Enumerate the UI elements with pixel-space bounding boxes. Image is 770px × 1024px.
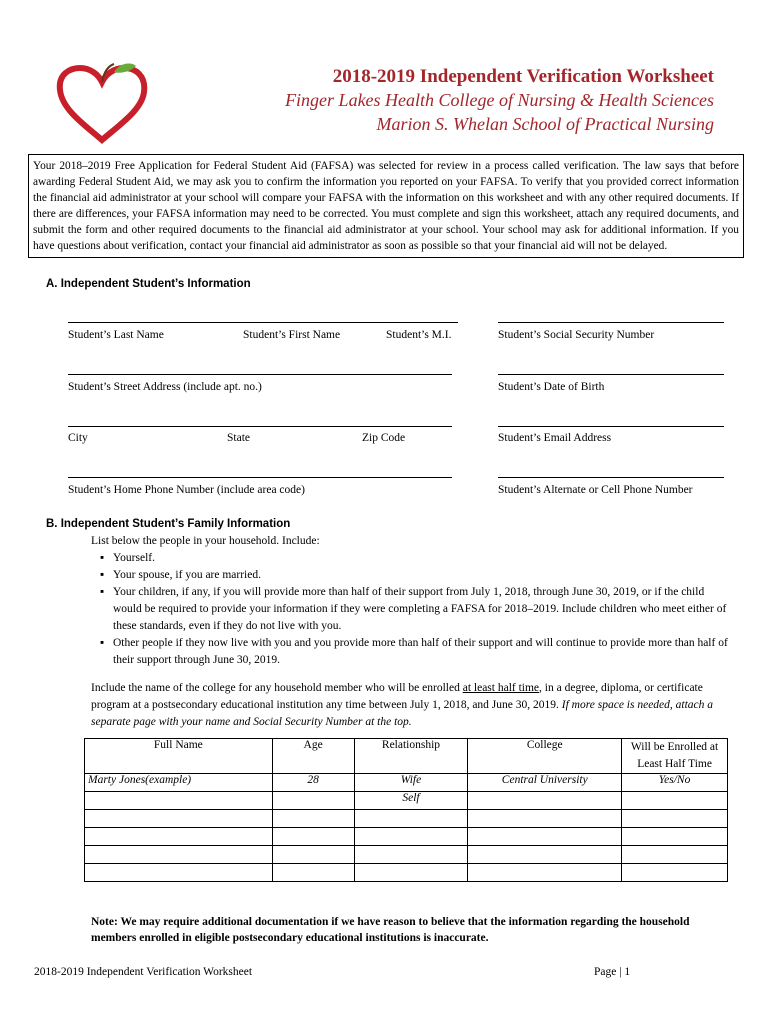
- table-row-example: [85, 774, 728, 792]
- age-cell[interactable]: [272, 828, 354, 846]
- age-cell[interactable]: [272, 864, 354, 882]
- footer-title: 2018-2019 Independent Verification Worksheet: [34, 966, 253, 978]
- header-enrolled-half-time: Will be Enrolled at Least Half Time: [622, 739, 728, 774]
- email-label: Student’s Email Address: [498, 432, 612, 444]
- name-cell[interactable]: [85, 828, 273, 846]
- address-field-line[interactable]: [68, 374, 452, 375]
- state-label: State: [227, 432, 250, 444]
- example-relationship: Wife: [354, 774, 468, 792]
- email-field-line[interactable]: [498, 426, 724, 427]
- alt-phone-label: Student’s Alternate or Cell Phone Number: [498, 484, 693, 496]
- home-phone-label: Student’s Home Phone Number (include area code): [68, 484, 305, 496]
- example-college: Central University: [468, 774, 622, 792]
- city-state-zip-field-line[interactable]: [68, 426, 452, 427]
- table-row: [85, 792, 728, 810]
- college-enrollment-note: Include the name of the college for any household member who will be enrolled at least half time, in a degree, diploma, or certificate program at a postsecondary educational institution any time between July 1, 2018, and June 30, 2019. If more space is needed, attach a separate page with your name and Social Security Number at the top.: [91, 682, 714, 728]
- enrolled-cell[interactable]: [622, 828, 728, 846]
- age-cell[interactable]: [272, 846, 354, 864]
- intro-paragraph: Your 2018–2019 Free Application for Federal Student Aid (FAFSA) was selected for review in a process called verification. The law says that before awarding Federal Student Aid, we may ask you to confirm the information you reported on your FAFSA. To verify that you provided correct information the financial aid administrator at your school will compare your FAFSA with the information on this worksheet and with any other required documents. If there are differences, your FAFSA information may need to be corrected. You must complete and sign this worksheet, attach any required documents, and submit the form and other required documents to the financial aid administrator at your school. Your school may ask for additional information. If you have questions about verification, contact your financial aid administrator as soon as possible so that your financial aid will not be delayed.: [28, 154, 744, 258]
- alt-phone-field-line[interactable]: [498, 477, 724, 478]
- bullet-icon: ▪: [100, 637, 105, 649]
- header-full-name: Full Name: [85, 739, 273, 774]
- table-row: [85, 810, 728, 828]
- table-row: [85, 846, 728, 864]
- college-cell[interactable]: [468, 828, 622, 846]
- college-cell[interactable]: [468, 846, 622, 864]
- dob-field-line[interactable]: [498, 374, 724, 375]
- table-row: [85, 828, 728, 846]
- household-table: [84, 738, 728, 882]
- college-cell[interactable]: [468, 792, 622, 810]
- college-cell[interactable]: [468, 810, 622, 828]
- name-cell[interactable]: [85, 792, 273, 810]
- enrolled-cell[interactable]: [622, 846, 728, 864]
- worksheet-title: 2018-2019 Independent Verification Worksheet: [332, 66, 714, 87]
- first-name-label: Student’s First Name: [243, 329, 341, 341]
- mi-label: Student’s M.I.: [386, 329, 452, 341]
- relationship-cell[interactable]: [354, 828, 468, 846]
- enrolled-cell[interactable]: [622, 810, 728, 828]
- example-name: Marty Jones(example): [85, 774, 273, 792]
- name-cell[interactable]: [85, 846, 273, 864]
- documentation-note: Note: We may require additional documentation if we have reason to believe that the information regarding the household members enrolled in eligible postsecondary educational institutions is inaccurate.: [91, 916, 690, 944]
- city-label: City: [68, 432, 88, 444]
- header-college: College: [468, 739, 622, 774]
- household-include-list: [100, 550, 728, 669]
- list-item: ▪ Other people if they now live with you and you provide more than half of their support and will continue to provide more than half of their support through June 30, 2019.: [100, 637, 728, 666]
- relationship-self-cell: Self: [354, 792, 468, 810]
- page-number: Page | 1: [594, 966, 631, 978]
- last-name-label: Student’s Last Name: [68, 329, 164, 341]
- relationship-cell[interactable]: [354, 864, 468, 882]
- age-cell[interactable]: [272, 810, 354, 828]
- header-age: Age: [272, 739, 354, 774]
- list-item: ▪ Your children, if any, if you will provide more than half of their support from July 1, 2018, through June 30, 2019, or if the child would be required to provide your information if they were completing a FAFSA for 2018–2019. Include children who meet either of these standards, even if they do not live with you.: [100, 586, 727, 632]
- zip-label: Zip Code: [362, 432, 406, 444]
- ssn-field-line[interactable]: [498, 322, 724, 323]
- bullet-icon: ▪: [100, 552, 105, 564]
- enrolled-cell[interactable]: [622, 792, 728, 810]
- section-b-heading: B. Independent Student’s Family Information: [46, 518, 291, 530]
- header-relationship: Relationship: [354, 739, 468, 774]
- school-name: Marion S. Whelan School of Practical Nursing: [376, 114, 714, 134]
- relationship-cell[interactable]: [354, 846, 468, 864]
- enrolled-cell[interactable]: [622, 864, 728, 882]
- age-cell[interactable]: [272, 792, 354, 810]
- bullet-icon: ▪: [100, 569, 105, 581]
- address-label: Student’s Street Address (include apt. no.): [68, 381, 262, 393]
- college-cell[interactable]: [468, 864, 622, 882]
- list-item: ▪ Yourself.: [100, 550, 728, 567]
- relationship-cell[interactable]: [354, 810, 468, 828]
- home-phone-field-line[interactable]: [68, 477, 452, 478]
- example-enrolled: Yes/No: [622, 774, 728, 792]
- dob-label: Student’s Date of Birth: [498, 381, 605, 393]
- household-lead: List below the people in your household. Include:: [91, 535, 320, 547]
- ssn-label: Student’s Social Security Number: [498, 329, 655, 341]
- name-field-line[interactable]: [68, 322, 458, 323]
- bullet-icon: ▪: [100, 586, 105, 598]
- name-cell[interactable]: [85, 864, 273, 882]
- example-age: 28: [272, 774, 354, 792]
- table-row: [85, 864, 728, 882]
- name-cell[interactable]: [85, 810, 273, 828]
- college-name: Finger Lakes Health College of Nursing & Health Sciences: [285, 90, 714, 110]
- list-item: ▪ Your spouse, if you are married.: [100, 567, 728, 584]
- table-header-row: [85, 739, 728, 774]
- section-a-heading: A. Independent Student’s Information: [46, 278, 251, 290]
- heart-apple-logo-icon: [56, 62, 148, 144]
